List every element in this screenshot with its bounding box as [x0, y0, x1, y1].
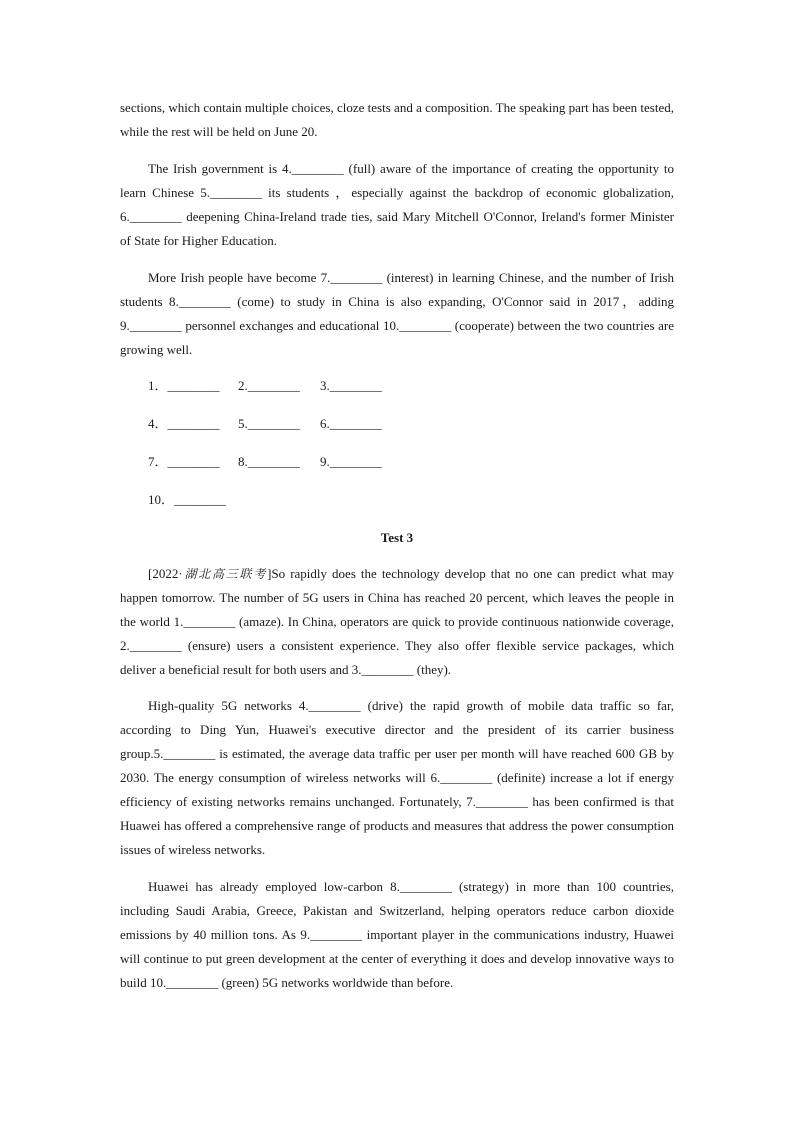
answer-blank-5[interactable]: 5.________ — [238, 416, 300, 431]
source-tag-close: ] — [267, 566, 272, 581]
answer-blank-4[interactable]: 4．________ — [148, 416, 220, 431]
paragraph-exam-sections: sections, which contain multiple choices, cloze tests and a composition. The speaking part has been tested, while the rest will be held on June 20. — [120, 100, 674, 139]
source-tag-exam-name: 湖北高三联考 — [182, 567, 268, 581]
paragraph-5g-users-text: So rapidly does the technology develop that no one can predict what may happen tomorrow. The number of 5G users in China has reached 20 percent, which leaves the people in the world 1.________ (amaze). In China, operators are quick to provide continuous nationwide coverage, 2.________ (ensure) users a consistent experience. They also offer flexible service packages, which deliver a beneficial result for both users and 3.________ (they). — [120, 566, 674, 677]
paragraph-5g-networks: High-quality 5G networks 4.________ (drive) the rapid growth of mobile data traffic so far, according to Ding Yun, Huawei's executive director and the president of its carrier business group.5.________ is estimated, the average data traffic per user per month will have reached 600 GB by 2030. The energy consumption of wireless networks will 6.________ (definite) increase a lot if energy efficiency of existing networks remains unchanged. Fortunately, 7.________ has been confirmed is that Huawei has offered a comprehensive range of products and measures that address the power consumption issues of wireless networks. — [120, 698, 674, 857]
answer-blank-10[interactable]: 10．________ — [148, 492, 227, 507]
paragraph-irish-people: More Irish people have become 7.________ (interest) in learning Chinese, and the number of Irish students 8.________ (come) to study in China is also expanding, O'Connor said in 2017，adding 9.________ personnel exchanges and educational 10.________ (cooperate) between the two countries are growing well. — [120, 270, 674, 357]
answer-blank-7[interactable]: 7．________ — [148, 454, 220, 469]
paragraph-irish-government: The Irish government is 4.________ (full) aware of the importance of creating the opportunity to learn Chinese 5.________ its students ，especially against the backdrop of economic globalization, 6.________ deepening China-Ireland trade ties, said Mary Mitchell O'Connor, Ireland's former Minister of State for Higher Education. — [120, 161, 674, 248]
answer-blank-8[interactable]: 8.________ — [238, 454, 300, 469]
section-heading-test-3: Test 3 — [380, 530, 414, 545]
paragraph-huawei-low-carbon: Huawei has already employed low-carbon 8.________ (strategy) in more than 100 countries, including Saudi Arabia, Greece, Pakistan and Switzerland, helping operators reduce carbon dioxide emissions by 40 million tons. As 9.________ important player in the communications industry, Huawei will continue to put green development at the center of everything it does and develop innovative ways to build 10.________ (green) 5G networks worldwide than before. — [120, 879, 674, 990]
answer-blank-6[interactable]: 6.________ — [320, 416, 382, 431]
answer-blank-2[interactable]: 2.________ — [238, 378, 300, 393]
source-tag-open: [2022· — [148, 566, 183, 581]
answer-blank-9[interactable]: 9.________ — [320, 454, 382, 469]
answer-blank-3[interactable]: 3.________ — [320, 378, 382, 393]
answer-blank-1[interactable]: 1．________ — [148, 378, 220, 393]
paragraph-5g-users — [120, 562, 674, 682]
